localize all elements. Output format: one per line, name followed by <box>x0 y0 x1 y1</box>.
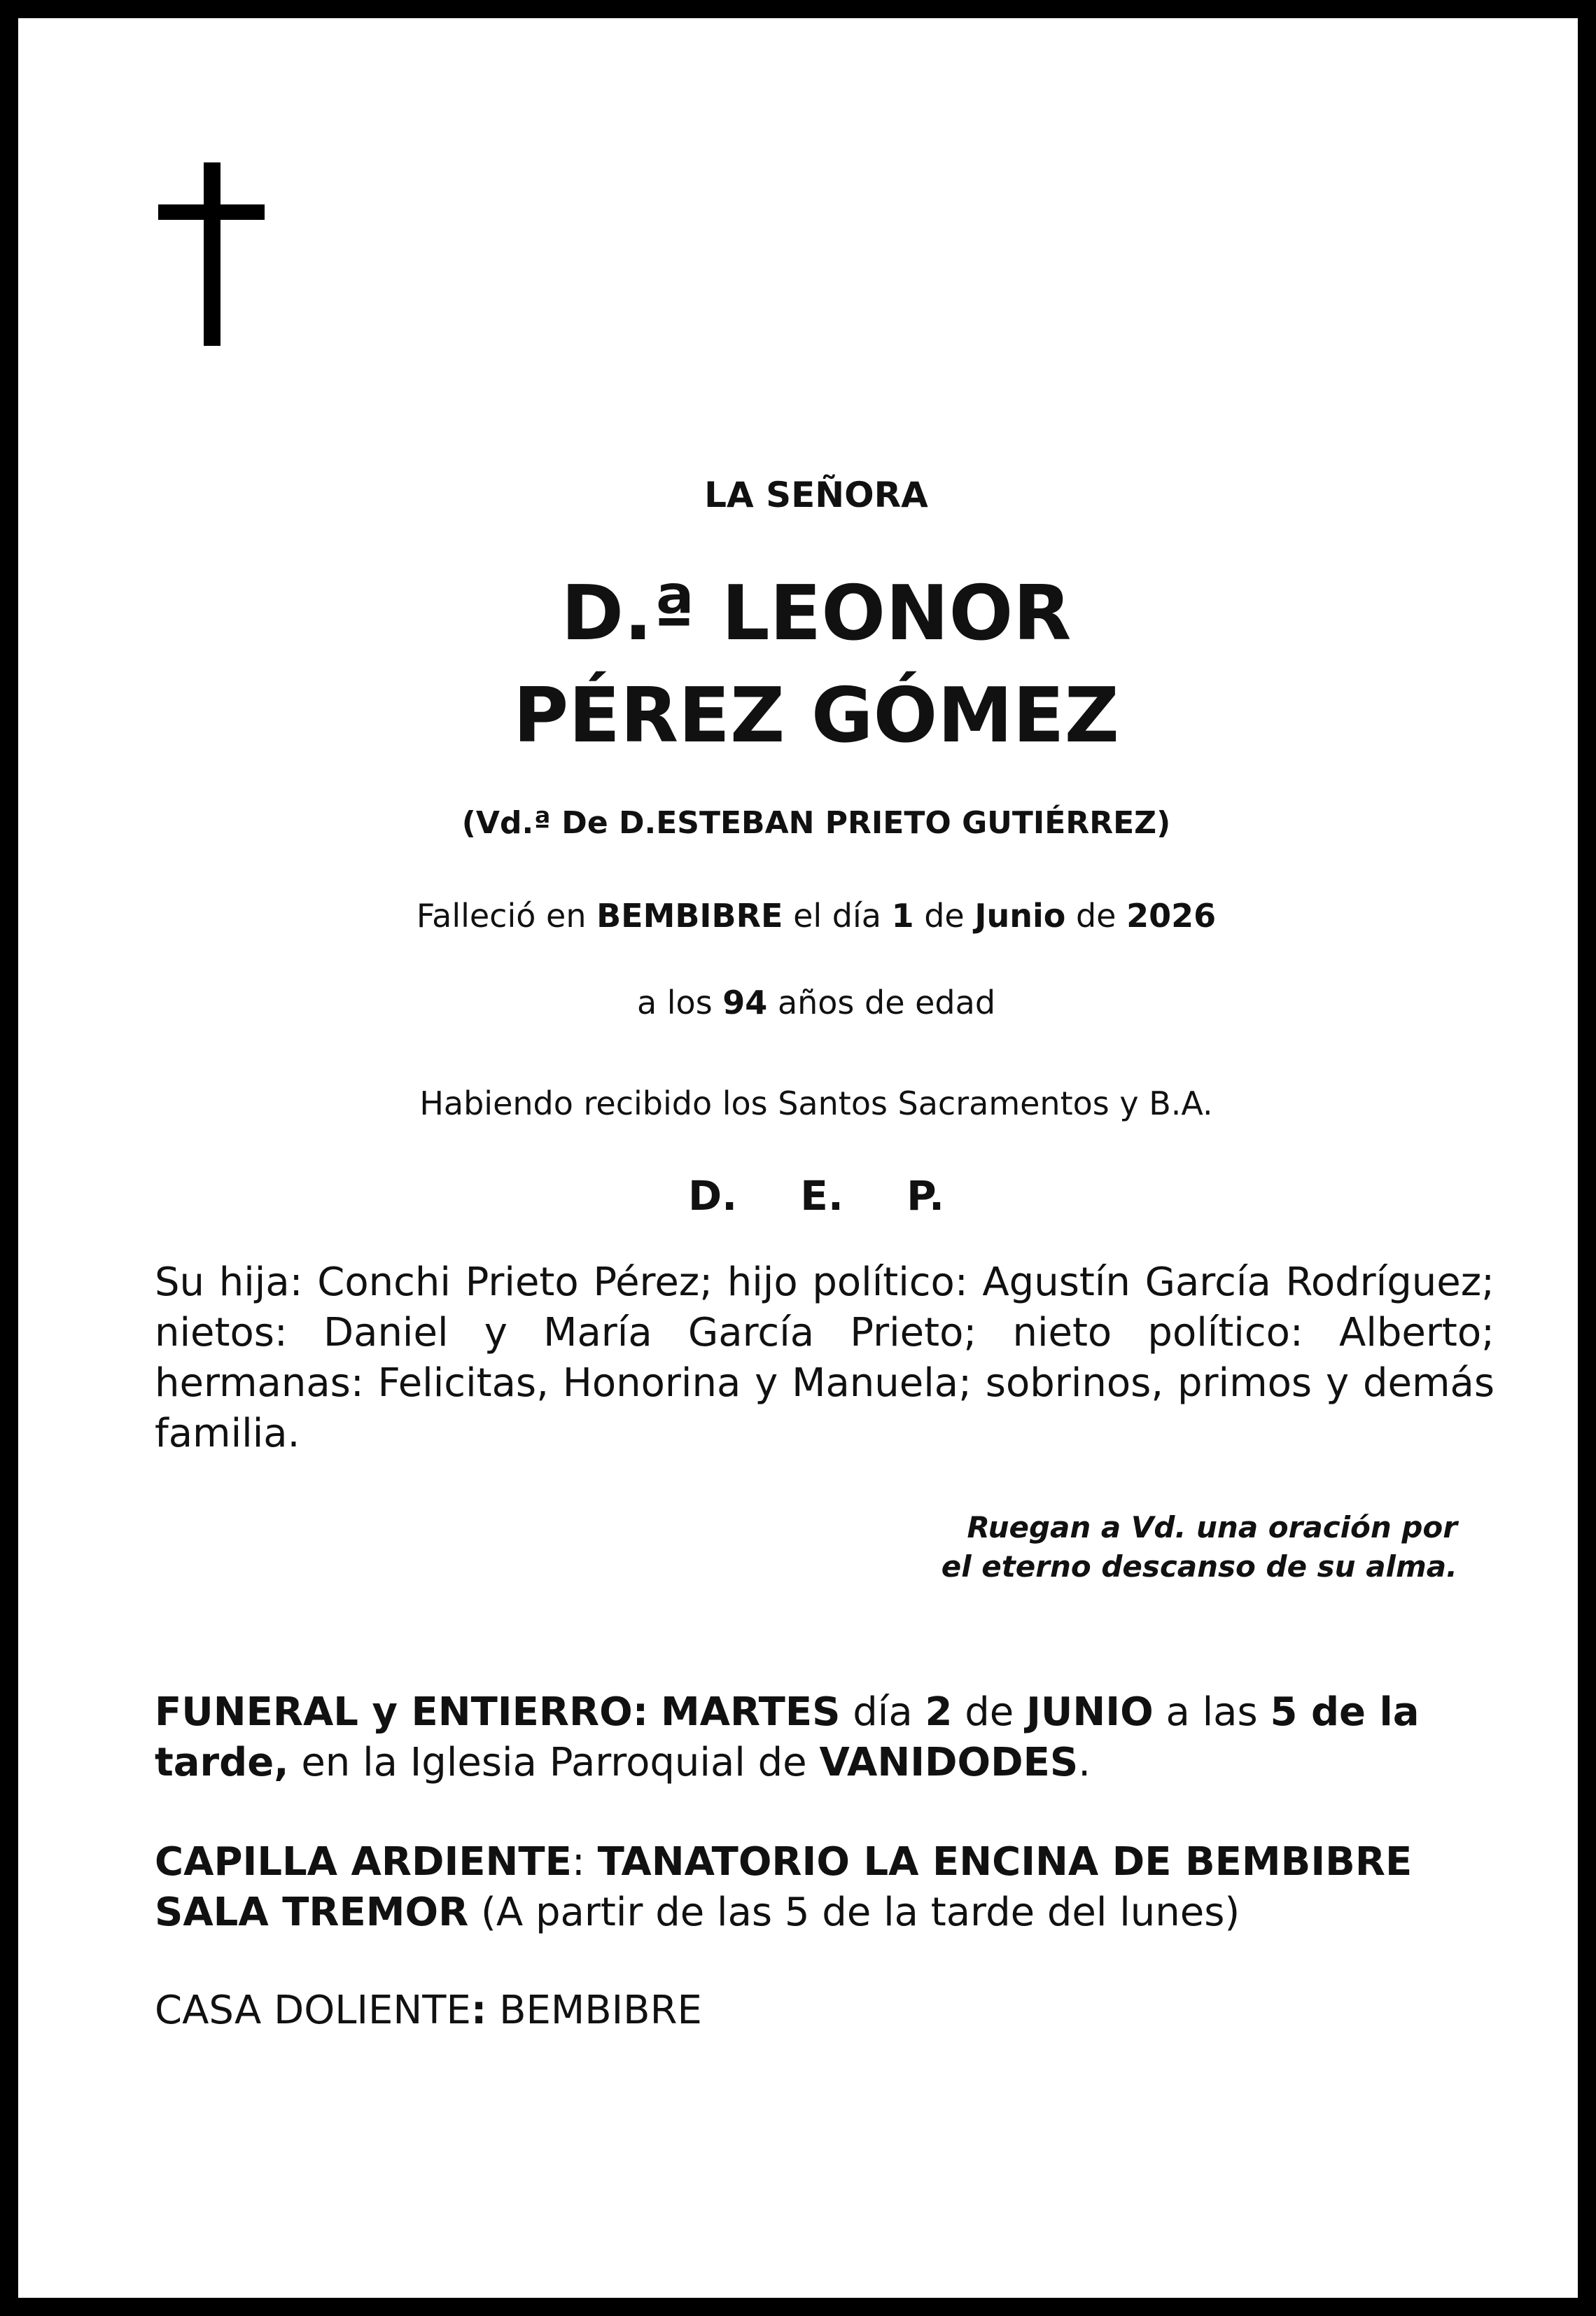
death-place: BEMBIBRE <box>596 897 783 935</box>
cross-icon <box>158 162 265 346</box>
funeral-info: FUNERAL y ENTIERRO: MARTES día 2 de JUNIO a las 5 de la tarde, en la Iglesia Parroquial de VANIDODES. <box>155 1689 1420 1785</box>
funeral-place: VANIDODES <box>819 1740 1079 1785</box>
widow-of: (Vd.ª De D.ESTEBAN PRIETO GUTIÉRREZ) <box>461 805 1171 841</box>
prayer-line2: el eterno descanso de su alma. <box>941 1549 1457 1584</box>
funeral-time: 5 de la tarde, <box>155 1689 1420 1785</box>
honorific-label: LA SEÑORA <box>704 475 928 515</box>
deceased-name <box>18 563 1596 767</box>
casa-info: CASA DOLIENTE: BEMBIBRE <box>155 1988 702 2033</box>
prayer-text <box>757 1508 1457 1586</box>
funeral-day: 2 <box>925 1689 953 1735</box>
deceased-name-line2: PÉREZ GÓMEZ <box>513 672 1119 760</box>
dep-text: D. E. P. <box>687 1172 945 1220</box>
age-info: a los 94 años de edad <box>636 984 996 1021</box>
capilla-label: CAPILLA ARDIENTE <box>155 1839 572 1885</box>
deceased-name-line1: D.ª LEONOR <box>561 570 1072 657</box>
death-month: Junio <box>974 897 1066 935</box>
death-info: Falleció en BEMBIBRE el día 1 de Junio de 2026 <box>416 897 1217 935</box>
sacraments-text: Habiendo recibido los Santos Sacramentos y B.A. <box>419 1084 1213 1122</box>
capilla-info: CAPILLA ARDIENTE: TANATORIO LA ENCINA DE BEMBIBRE SALA TREMOR (A partir de las 5 de la tarde del lunes) <box>155 1839 1413 1935</box>
funeral-label: FUNERAL y ENTIERRO: <box>155 1689 649 1735</box>
casa-label: CASA DOLIENTE <box>155 1988 471 2033</box>
age-value: 94 <box>722 984 768 1021</box>
casa-value: BEMBIBRE <box>499 1988 702 2033</box>
capilla-room: SALA TREMOR <box>155 1890 469 1935</box>
capilla-note: (A partir de las 5 de la tarde del lunes) <box>481 1890 1240 1935</box>
death-year: 2026 <box>1126 897 1217 935</box>
funeral-month: JUNIO <box>1026 1689 1154 1735</box>
funeral-weekday: MARTES <box>660 1689 841 1735</box>
prayer-line1: Ruegan a Vd. una oración por <box>967 1510 1457 1544</box>
capilla-venue: TANATORIO LA ENCINA DE BEMBIBRE <box>597 1839 1413 1885</box>
death-day: 1 <box>891 897 914 935</box>
family-paragraph: Su hija: Conchi Prieto Pérez; hijo político: Agustín García Rodríguez; nietos: Daniel y María García Prieto; nieto político: Alberto; hermanas: Felicitas, Honorina y Manuela; sobrinos, primos y demás familia. <box>155 1260 1494 1456</box>
